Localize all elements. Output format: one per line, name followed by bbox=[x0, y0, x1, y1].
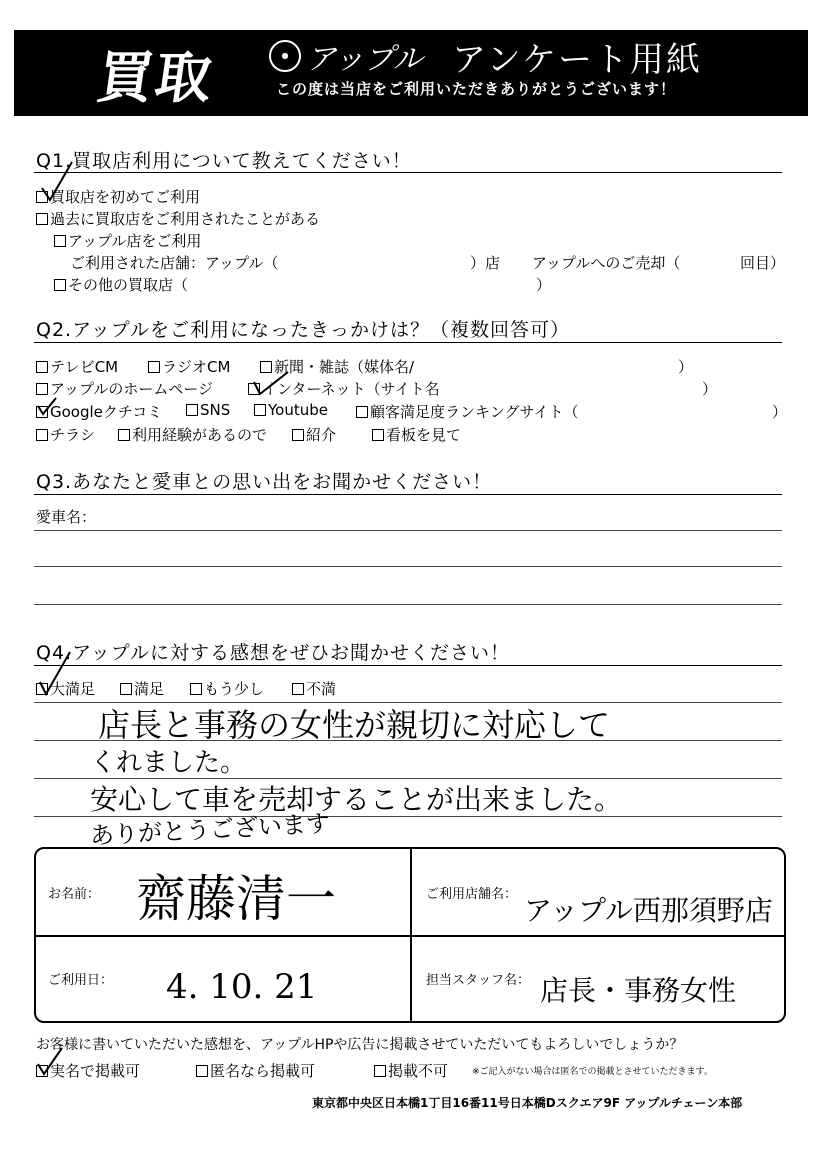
q2-option-experience[interactable]: 利用経験があるので bbox=[118, 424, 267, 445]
checkbox[interactable] bbox=[36, 361, 48, 373]
writing-line bbox=[34, 604, 782, 605]
q1-other-close: ） bbox=[536, 276, 552, 294]
q2-option-internet[interactable]: インターネット（サイト名 bbox=[248, 378, 440, 399]
q2-title: Q2.アップルをご利用になったきっかけは？（複数回答可） bbox=[36, 319, 570, 341]
name-value[interactable]: 齋藤清一 bbox=[136, 870, 336, 928]
checkbox[interactable] bbox=[356, 406, 368, 418]
checkbox[interactable] bbox=[292, 683, 304, 695]
checkbox[interactable] bbox=[54, 235, 66, 247]
check-mark-icon bbox=[36, 396, 60, 418]
q1-sold-label: アップルへのご売却（ bbox=[532, 254, 681, 272]
q4-option-satisfied[interactable]: 満足 bbox=[120, 678, 164, 699]
card-divider bbox=[36, 935, 784, 937]
q2-option-radiocm[interactable]: ラジオCM bbox=[148, 356, 230, 377]
date-label: ご利用日： bbox=[48, 973, 114, 988]
q1-option-apple[interactable]: アップル店をご利用 bbox=[54, 230, 201, 251]
q3-title: Q3.あなたと愛車との思い出をお聞かせください！ bbox=[36, 471, 493, 493]
q4-title: Q4.アップルに対する感想をぜひお聞かせください！ bbox=[36, 642, 510, 664]
checkbox[interactable] bbox=[36, 383, 48, 395]
consent-note: ※ご記入がない場合は匿名での掲載とさせていただきます。 bbox=[472, 1067, 713, 1077]
date-value[interactable]: 4. 10. 21 bbox=[166, 967, 318, 1007]
comment-line-2: くれました。 bbox=[90, 748, 247, 778]
q1-title: Q1.買取店利用について教えてください！ bbox=[36, 150, 412, 172]
checkbox[interactable] bbox=[254, 404, 266, 416]
check-mark-icon bbox=[36, 648, 76, 698]
checkbox[interactable] bbox=[372, 429, 384, 441]
q4-option-somewhat[interactable]: もう少し bbox=[190, 678, 264, 699]
page-subtitle: この度は当店をご利用いただきありがとうございます！ bbox=[276, 80, 677, 98]
comment-line-4: ありがとうございます bbox=[89, 809, 331, 850]
consent-question: お客様に書いていただいた感想を、アップルHPや広告に掲載させていただいてもよろしいでしょうか？ bbox=[36, 1037, 684, 1053]
checkbox[interactable] bbox=[120, 683, 132, 695]
q2-option-flyer[interactable]: チラシ bbox=[36, 424, 95, 445]
q2-option-google[interactable]: Googleクチコミ bbox=[36, 401, 162, 422]
comment-line-1: 店長と事務の女性が親切に対応して bbox=[98, 706, 611, 744]
apple-logo-icon: ● bbox=[269, 40, 301, 72]
q1-store-suffix: ）店 bbox=[470, 254, 501, 272]
q1-option-other[interactable]: その他の買取店（ bbox=[54, 274, 188, 295]
checkbox[interactable] bbox=[190, 683, 202, 695]
q2-option-signboard[interactable]: 看板を見て bbox=[372, 424, 461, 445]
q1-divider bbox=[34, 172, 782, 173]
q2-option-tvcm[interactable]: テレビCM bbox=[36, 356, 118, 377]
customer-info-card bbox=[34, 847, 786, 1023]
brand-name: アップル bbox=[306, 42, 423, 77]
q2-option-referral[interactable]: 紹介 bbox=[292, 424, 336, 445]
q2-option-homepage[interactable]: アップルのホームページ bbox=[36, 378, 213, 399]
footer-address: 東京都中央区日本橋1丁目16番11号日本橋Dスクエア9F アップルチェーン本部 bbox=[312, 1096, 743, 1110]
q4-divider bbox=[34, 665, 782, 666]
q2-row3-close: ） bbox=[772, 403, 788, 421]
page-title: アンケート用紙 bbox=[452, 40, 702, 80]
store-label: ご利用店舗名： bbox=[426, 887, 518, 902]
q2-option-youtube[interactable]: Youtube bbox=[254, 401, 328, 419]
checkbox[interactable] bbox=[196, 1065, 208, 1077]
checkbox[interactable] bbox=[118, 429, 130, 441]
checkbox[interactable] bbox=[36, 429, 48, 441]
checkbox[interactable] bbox=[54, 279, 66, 291]
consent-option-anonymous[interactable]: 匿名なら掲載可 bbox=[196, 1060, 315, 1081]
header-banner bbox=[14, 30, 808, 116]
consent-option-real-name[interactable]: 実名で掲載可 bbox=[36, 1060, 140, 1081]
q2-row2-close: ） bbox=[702, 380, 718, 398]
name-label: お名前： bbox=[48, 887, 101, 902]
staff-label: 担当スタッフ名： bbox=[426, 973, 531, 988]
kaitori-logo: 買取 bbox=[92, 46, 218, 111]
checkbox[interactable] bbox=[374, 1065, 386, 1077]
q1-sold-suffix: 回目） bbox=[740, 254, 786, 272]
check-mark-icon bbox=[252, 370, 292, 398]
q1-option-past[interactable]: 過去に買取店をご利用されたことがある bbox=[36, 208, 320, 229]
q4-option-very-satisfied[interactable]: 大満足 bbox=[36, 678, 95, 699]
q1-store-label: ご利用された店舗：アップル（ bbox=[70, 254, 279, 272]
check-mark-icon bbox=[36, 1044, 66, 1078]
checkbox[interactable] bbox=[292, 429, 304, 441]
q1-option-first[interactable]: 買取店を初めてご利用 bbox=[36, 186, 200, 207]
comment-line-3: 安心して車を売却することが出来ました。 bbox=[90, 783, 623, 816]
store-value[interactable]: アップル西那須野店 bbox=[524, 894, 773, 927]
staff-value[interactable]: 店長・事務女性 bbox=[540, 974, 737, 1007]
writing-line bbox=[34, 530, 782, 531]
q2-row1-close: ） bbox=[678, 358, 694, 376]
q2-option-sns[interactable]: SNS bbox=[186, 401, 230, 419]
writing-line bbox=[34, 566, 782, 567]
checkbox[interactable] bbox=[36, 213, 48, 225]
q3-car-label: 愛車名： bbox=[36, 508, 97, 526]
q2-divider bbox=[34, 342, 782, 343]
q2-option-ranking[interactable]: 顧客満足度ランキングサイト（ bbox=[356, 401, 579, 422]
q4-option-dissatisfied[interactable]: 不満 bbox=[292, 678, 336, 699]
checkbox[interactable] bbox=[186, 404, 198, 416]
consent-option-no[interactable]: 掲載不可 bbox=[374, 1060, 448, 1081]
checkbox[interactable] bbox=[148, 361, 160, 373]
check-mark-icon bbox=[38, 158, 78, 204]
q2-option-newspaper[interactable]: 新聞・雑誌（媒体名/ bbox=[260, 356, 414, 377]
q3-divider bbox=[34, 494, 782, 495]
